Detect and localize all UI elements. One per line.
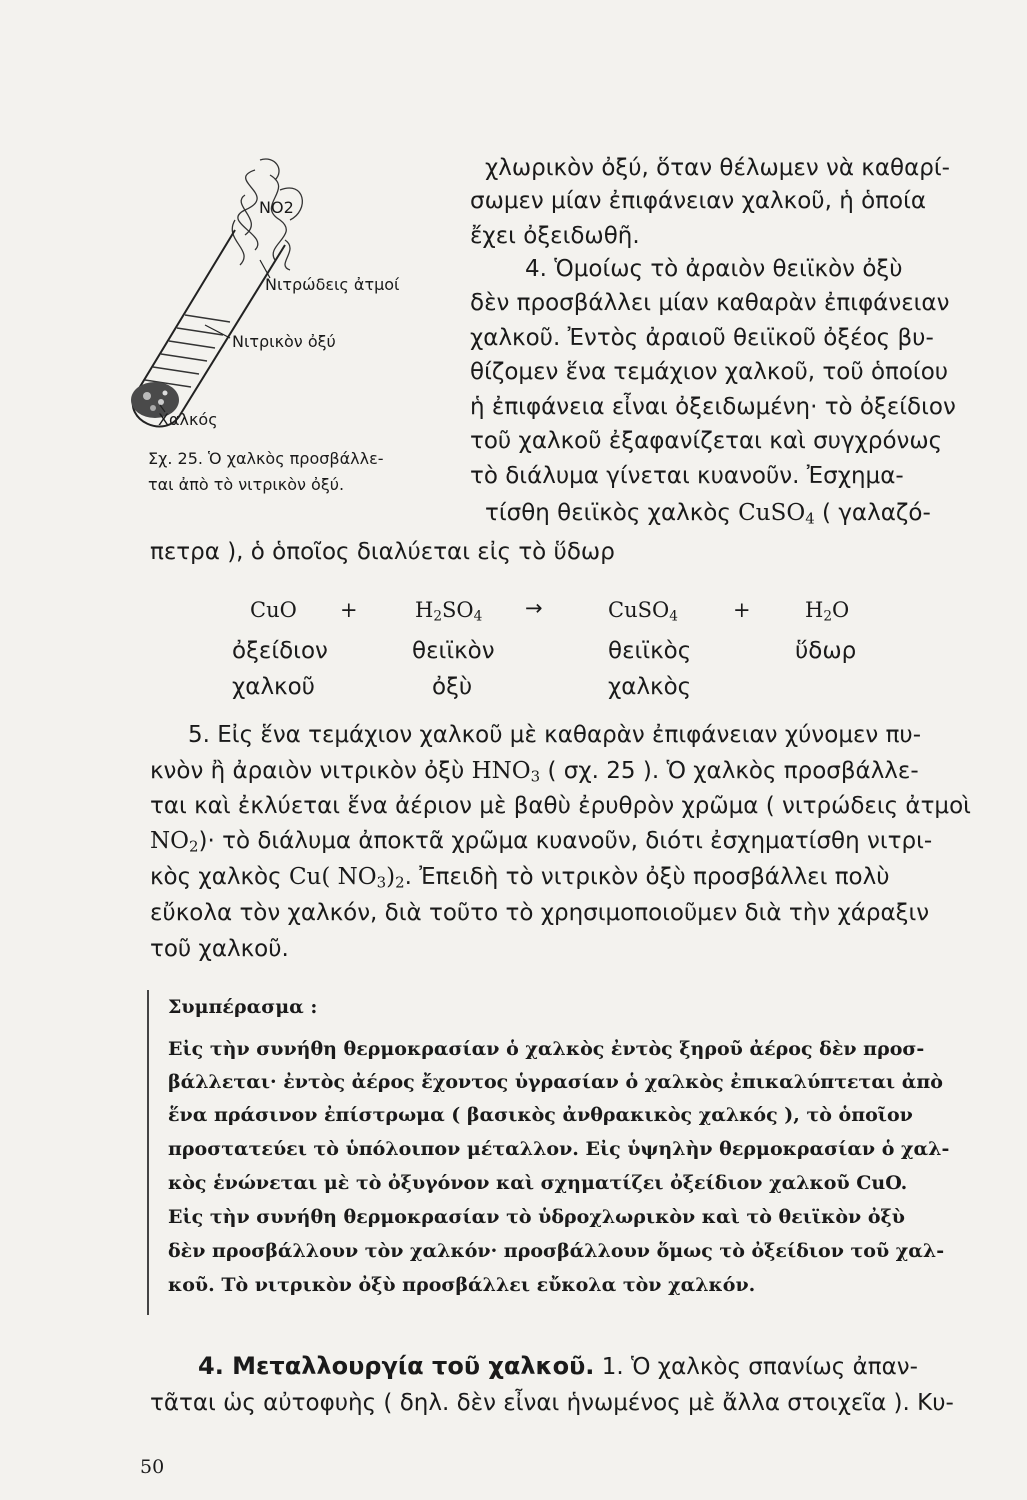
conclusion-line: Εἰς τὴν συνήθη θερμοκρασίαν ὁ χαλκὸς ἐντὸς ξηροῦ ἀέρος δὲν προσ- [168, 1038, 925, 1060]
text-line: κὸς χαλκὸς Cu( $NO_3)_2$. Ἐπειδὴ τὸ νιτρικὸν ὀξὺ προσβάλλει πολὺ [150, 864, 890, 892]
text-line: χλωρικὸν ὀξύ, ὅταν θέλωμεν νὰ καθαρί- [485, 155, 950, 181]
conclusion-line: δὲν προσβάλλουν τὸν χαλκόν· προσβάλλουν ὅμως τὸ ὀξείδιον τοῦ χαλ- [168, 1240, 945, 1262]
acid-liquid [145, 315, 230, 387]
section-heading-line: 4. Μεταλλουργία τοῦ χαλκοῦ. 1. Ὁ χαλκὸς σπανίως ἀπαν- [198, 1352, 918, 1380]
figure-caption-line-1: Σχ. 25. Ὁ χαλκὸς προσβάλλε- [148, 449, 384, 468]
text-line: κνὸν ἢ ἀραιὸν νιτρικὸν ὀξὺ $HNO_3$ ( σχ. 25 ). Ὁ χαλκὸς προσβάλλε- [150, 758, 919, 786]
conclusion-border [147, 990, 149, 1315]
name-sulfuric-acid-2: ὀξὺ [432, 674, 473, 700]
text-line: σωμεν μίαν ἐπιφάνειαν χαλκοῦ, ἡ ὁποία [470, 188, 927, 214]
text-line: τοῦ χαλκοῦ ἐξαφανίζεται καὶ συγχρόνως [470, 428, 943, 454]
figure-caption-line-2: ται ἀπὸ τὸ νιτρικὸν ὀξύ. [148, 475, 345, 494]
conclusion-line: Εἰς τὴν συνήθη θερμοκρασίαν τὸ ὑδροχλωρικὸν καὶ τὸ θειϊκὸν ὀξὺ [168, 1206, 905, 1228]
conclusion-line: κὸς ἑνώνεται μὲ τὸ ὀξυγόνον καὶ σχηματίζει ὀξείδιον χαλκοῦ CuO. [168, 1172, 908, 1194]
formula-cuso4: CuSO$_4$ [608, 598, 678, 625]
text-line: τὸ διάλυμα γίνεται κυανοῦν. Ἐσχημα- [470, 463, 904, 489]
conclusion-line: κοῦ. Τὸ νιτρικὸν ὀξὺ προσβάλλει εὔκολα τὸν χαλκόν. [168, 1274, 756, 1296]
formula-h2so4: $H_2SO_4$ [415, 598, 483, 625]
text-line: ται καὶ ἐκλύεται ἕνα ἀέριον μὲ βαθὺ ἐρυθρὸν χρῶμα ( νιτρώδεις ἀτμοὶ [150, 793, 971, 819]
label-copper: Χαλκός [158, 410, 218, 429]
conclusion-line: προστατεύει τὸ ὑπόλοιπον μέταλλον. Εἰς ὑψηλὴν θερμοκρασίαν ὁ χαλ- [168, 1138, 950, 1160]
text-line: ἡ ἐπιφάνεια εἶναι ὀξειδωμένη· τὸ ὀξείδιον [470, 394, 956, 420]
plus-sign: + [733, 598, 751, 622]
conclusion-line: ἕνα πράσινον ἐπίστρωμα ( βασικὸς ἀνθρακικὸς χαλκός ), τὸ ὁποῖον [168, 1104, 913, 1126]
plus-sign: + [340, 598, 358, 622]
text-line: $NO_2)\cdot$ τὸ διάλυμα ἀποκτᾶ χρῶμα κυανοῦν, διότι ἐσχηματίσθη νιτρι- [150, 828, 933, 856]
name-copper-oxide-2: χαλκοῦ [232, 674, 315, 700]
name-copper-oxide: ὀξείδιον [232, 638, 328, 664]
text-line: ἔχει ὀξειδωθῆ. [470, 223, 640, 249]
text-line: 5. Εἰς ἕνα τεμάχιον χαλκοῦ μὲ καθαρὰν ἐπιφάνειαν χύνομεν πυ- [188, 722, 922, 748]
conclusion-title: Συμπέρασμα : [168, 996, 318, 1018]
conclusion-line: βάλλεται· ἐντὸς ἀέρος ἔχοντος ὑγρασίαν ὁ χαλκὸς ἐπικαλύπτεται ἀπὸ [168, 1071, 943, 1093]
text-line: χαλκοῦ. Ἐντὸς ἀραιοῦ θειϊκοῦ ὀξέος βυ- [470, 325, 934, 351]
name-copper-sulfate-2: χαλκὸς [608, 674, 692, 700]
text-line: τοῦ χαλκοῦ. [150, 936, 289, 962]
label-no2: NO2 [259, 198, 294, 217]
text-line: δὲν προσβάλλει μίαν καθαρὰν ἐπιφάνειαν [470, 290, 950, 316]
section-heading: 4. Μεταλλουργία τοῦ χαλκοῦ. [198, 1352, 595, 1380]
reaction-arrow: → [525, 596, 543, 620]
text-line: τᾶται ὡς αὐτοφυὴς ( δηλ. δὲν εἶναι ἡνωμένος μὲ ἄλλα στοιχεῖα ). Κυ- [150, 1390, 954, 1416]
page-number: 50 [140, 1456, 165, 1478]
label-nitric-acid: Νιτρικὸν ὀξύ [232, 332, 336, 351]
label-nitrous-fumes: Νιτρώδεις ἀτμοί [265, 275, 400, 294]
text-line: εὔκολα τὸν χαλκόν, διὰ τοῦτο τὸ χρησιμοποιοῦμεν διὰ τὴν χάραξιν [150, 900, 930, 926]
formula-h2o: $H_2O$ [805, 598, 850, 625]
name-water: ὕδωρ [795, 638, 857, 664]
text-line: 4. Ὁμοίως τὸ ἀραιὸν θειϊκὸν ὀξὺ [525, 256, 903, 282]
name-copper-sulfate: θειϊκὸς [608, 638, 692, 664]
name-sulfuric-acid: θειϊκὸν [412, 638, 495, 664]
text-line: θίζομεν ἕνα τεμάχιον χαλκοῦ, τοῦ ὁποίου [470, 359, 949, 385]
text-line: πετρα ), ὁ ὁποῖος διαλύεται εἰς τὸ ὕδωρ [150, 539, 615, 565]
text-line-cuso4: τίσθη θειϊκὸς χαλκὸς CuSO$_4$ ( γαλαζό- [485, 500, 931, 528]
formula-cuo: CuO [250, 598, 297, 622]
